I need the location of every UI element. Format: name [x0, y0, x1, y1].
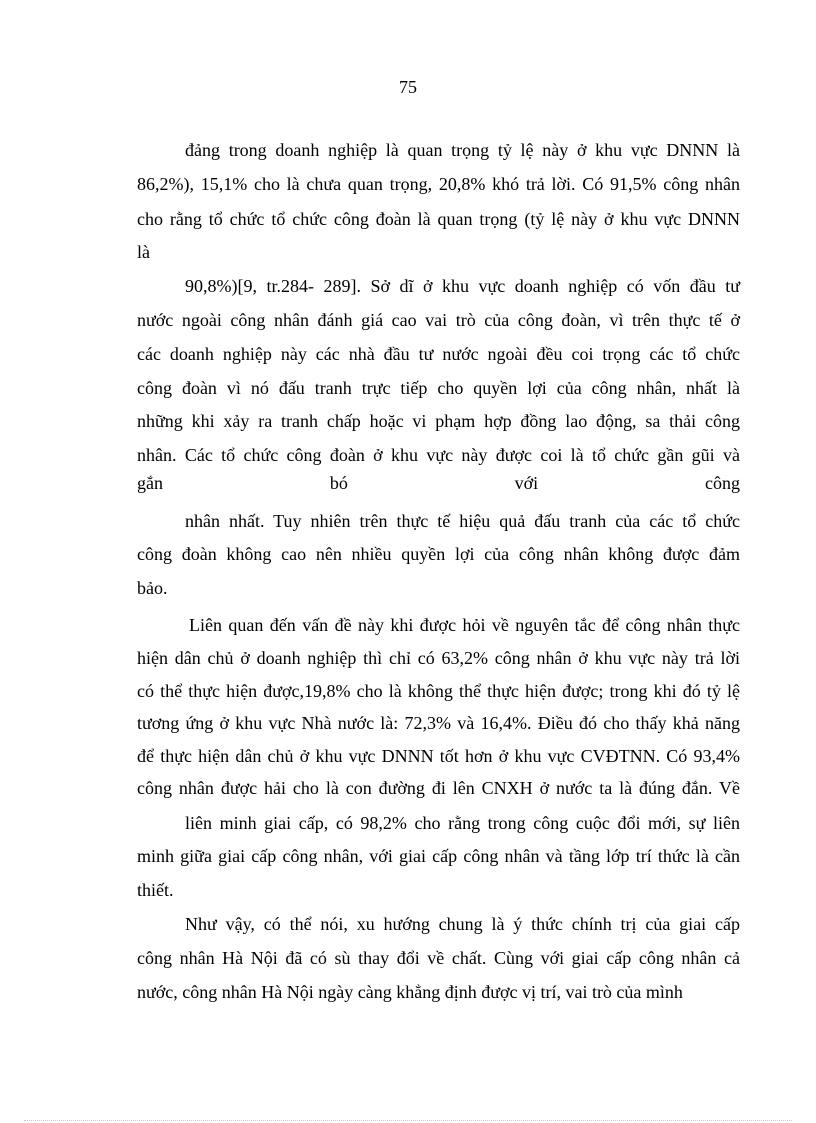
- text-line: là: [137, 242, 150, 262]
- text-line: tương ứng ở khu vực Nhà nước là: 72,3% và 16,4%. Điều đó cho thấy khả năng: [137, 713, 740, 733]
- text-line: liên minh giai cấp, có 98,2% cho rằng trong công cuộc đổi mới, sự liên: [185, 813, 740, 833]
- text-line: nước, công nhân Hà Nội ngày càng khẳng định được vị trí, vai trò của mình: [137, 982, 683, 1002]
- text-line: công đoàn không cao nên nhiều quyền lợi của công nhân không được đảm: [137, 544, 740, 564]
- text-line: nước ngoài công nhân đánh giá cao vai trò của công đoàn, vì trên thực tế ở: [137, 310, 740, 330]
- text-line: nhân. Các tổ chức công đoàn ở khu vực này được coi là tổ chức gần gũi và: [137, 445, 740, 465]
- text-line: công đoàn vì nó đấu tranh trực tiếp cho quyền lợi của công nhân, nhất là: [137, 378, 740, 398]
- text-line: những khi xảy ra tranh chấp hoặc vi phạm hợp đồng lao động, sa thải công: [137, 411, 740, 431]
- text-line: cho rằng tổ chức tổ chức công đoàn là quan trọng (tỷ lệ này ở khu vực DNNN: [137, 209, 740, 229]
- text-line: 90,8%)[9, tr.284- 289]. Sở dĩ ở khu vực doanh nghiệp có vốn đầu tư: [185, 276, 740, 296]
- text-line: công nhân được hải cho là con đường đi lên CNXH ở nước ta là đúng đắn. Về: [137, 778, 740, 798]
- text-line: gắn bó với công: [137, 473, 740, 493]
- text-line: đảng trong doanh nghiệp là quan trọng tỷ lệ này ở khu vực DNNN là: [185, 140, 740, 160]
- text-line: hiện dân chủ ở doanh nghiệp thì chỉ có 63,2% công nhân ở khu vực này trả lời: [137, 648, 740, 668]
- text-line: minh giữa giai cấp công nhân, với giai cấp công nhân và tầng lớp trí thức là cần: [137, 846, 740, 866]
- text-line: nhân nhất. Tuy nhiên trên thực tế hiệu quả đấu tranh của các tổ chức: [185, 511, 740, 531]
- page-bottom-divider: [24, 1120, 792, 1121]
- text-line: các doanh nghiệp này các nhà đầu tư nước ngoài đều coi trọng các tổ chức: [137, 344, 740, 364]
- text-line: có thể thực hiện được,19,8% cho là không thể thực hiện được; trong khi đó tỷ lệ: [137, 681, 740, 701]
- text-line: để thực hiện dân chủ ở khu vực DNNN tốt hơn ở khu vực CVĐTNN. Có 93,4%: [137, 746, 740, 766]
- text-line: bảo.: [137, 578, 168, 598]
- page-number: 75: [399, 77, 417, 97]
- text-line: 86,2%), 15,1% cho là chưa quan trọng, 20,8% khó trả lời. Có 91,5% công nhân: [137, 174, 740, 194]
- text-line: thiết.: [137, 880, 174, 900]
- text-line: Liên quan đến vấn đề này khi được hỏi về nguyên tắc để công nhân thực: [189, 615, 740, 635]
- text-line: Như vậy, có thể nói, xu hướng chung là ý thức chính trị của giai cấp: [185, 914, 740, 934]
- text-line: công nhân Hà Nội đã có sù thay đổi về chất. Cùng với giai cấp công nhân cả: [137, 948, 740, 968]
